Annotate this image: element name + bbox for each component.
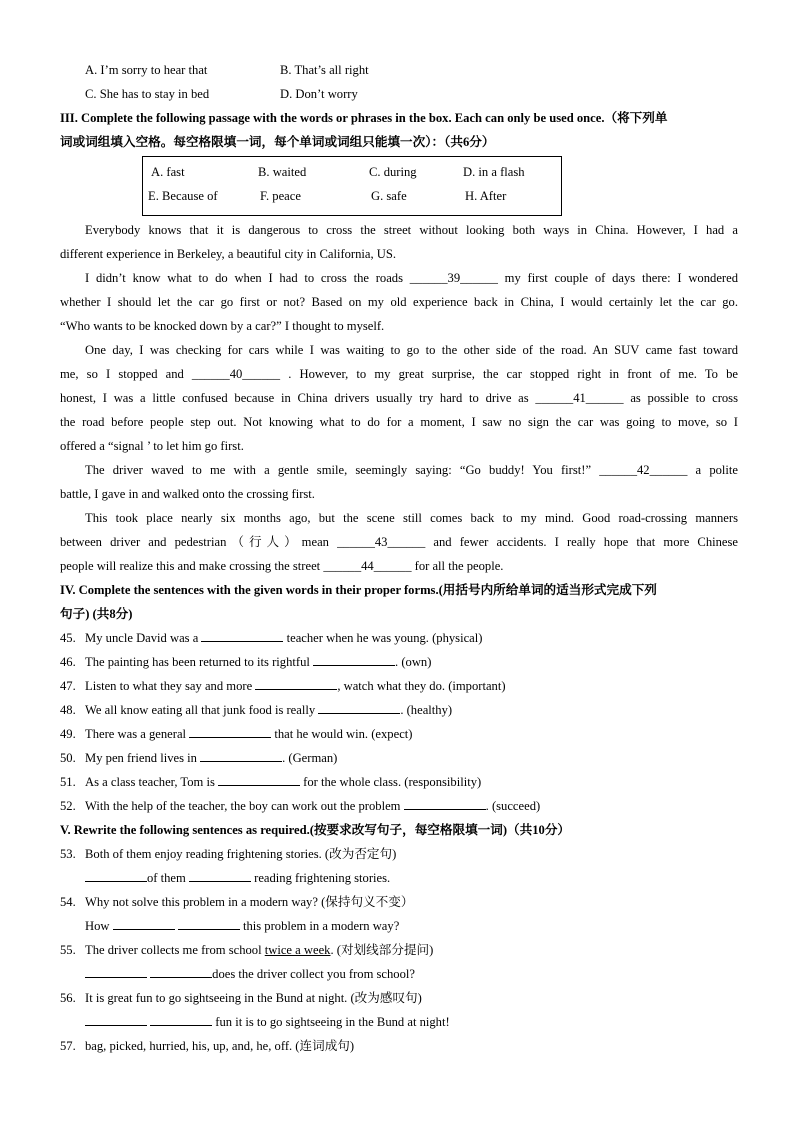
question-number: 45. — [60, 631, 76, 645]
question-50 — [60, 746, 738, 770]
question-number: 54. — [60, 895, 76, 909]
question-48 — [60, 698, 738, 722]
question-text: . (对划线部分提问) — [330, 943, 434, 957]
passage-line: offered a “signal ’ to let him go first. — [60, 439, 244, 453]
section-4-heading-line1: IV. Complete the sentences with the given words in their proper forms.(用括号内所给单词的适当形式完成下列 — [60, 583, 657, 597]
passage-line: One day, I was checking for cars while I was waiting to go to the other side of the road. An SUV came fast toward — [85, 343, 738, 357]
word-box-item: D. in a flash — [463, 165, 525, 179]
answer-blank[interactable] — [313, 651, 395, 666]
question-number: 55. — [60, 943, 76, 957]
question-number: 49. — [60, 727, 76, 741]
answer-line-53 — [60, 866, 738, 890]
question-text: . (succeed) — [485, 799, 541, 813]
question-text: Listen to what they say and more — [85, 679, 256, 693]
passage-line: The driver waved to me with a gentle smile, seemingly saying: “Go buddy! You first!” ______42______ a polite — [85, 463, 738, 477]
question-text: that he would win. (expect) — [271, 727, 413, 741]
answer-blank[interactable] — [85, 1011, 147, 1026]
underlined-phrase: twice a week — [264, 943, 331, 957]
answer-text: does the driver collect you from school? — [212, 967, 415, 981]
question-text: As a class teacher, Tom is — [85, 775, 219, 789]
question-54 — [60, 890, 738, 914]
question-text: There was a general — [85, 727, 190, 741]
question-text: . (healthy) — [400, 703, 453, 717]
word-box-item: E. Because of — [148, 189, 218, 203]
question-45 — [60, 626, 738, 650]
passage-line: different experience in Berkeley, a beautiful city in California, US. — [60, 247, 397, 261]
section-4-heading-line2: 句子) (共8分) — [60, 607, 133, 621]
answer-blank[interactable] — [200, 747, 282, 762]
answer-blank[interactable] — [85, 963, 147, 978]
question-text: My uncle David was a — [85, 631, 202, 645]
options-row-2 — [60, 82, 738, 106]
answer-line-54 — [60, 914, 738, 938]
question-number: 53. — [60, 847, 76, 861]
answer-blank[interactable] — [150, 1011, 212, 1026]
answer-blank[interactable] — [218, 771, 300, 786]
question-text: teacher when he was young. (physical) — [283, 631, 483, 645]
question-number: 52. — [60, 799, 76, 813]
option-c: C. She has to stay in bed — [85, 87, 210, 101]
question-text: Why not solve this problem in a modern way? (保持句义不变） — [85, 895, 414, 909]
passage-line: between driver and pedestrian（行人）mean ______43______ and fewer accidents. I really hope that more Chinese — [60, 535, 738, 549]
answer-blank[interactable] — [404, 795, 486, 810]
word-box-item: H. After — [465, 189, 507, 203]
option-d: D. Don’t worry — [280, 87, 358, 101]
question-text: , watch what they do. (important) — [337, 679, 506, 693]
options-row-1 — [60, 58, 738, 82]
question-53 — [60, 842, 738, 866]
answer-blank[interactable] — [318, 699, 400, 714]
section-5-heading: V. Rewrite the following sentences as required.(按要求改写句子，每空格限填一词)（共10分） — [60, 823, 571, 837]
question-text: It is great fun to go sightseeing in the Bund at night. (改为感叹句) — [85, 991, 422, 1005]
section-3-heading-line2: 词或词组填入空格。每空格限填一词，每个单词或词组只能填一次）：（共6分） — [60, 135, 495, 149]
passage-line: I didn’t know what to do when I had to cross the roads ______39______ my first couple of days there: I wondered — [85, 271, 738, 285]
passage-line: whether I should let the car go first or not? Based on my old experience back in China, I would certainly let the car go. — [60, 295, 738, 309]
question-text: . (own) — [395, 655, 432, 669]
question-text: . (German) — [282, 751, 338, 765]
answer-text: this problem in a modern way? — [239, 919, 400, 933]
question-number: 57. — [60, 1039, 76, 1053]
question-52 — [60, 794, 738, 818]
answer-text: How — [85, 919, 113, 933]
answer-line-56 — [60, 1010, 738, 1034]
answer-blank[interactable] — [178, 915, 240, 930]
question-text: The driver collects me from school — [85, 943, 265, 957]
passage-line: people will realize this and make crossing the street ______44______ for all the people. — [60, 559, 504, 573]
question-number: 56. — [60, 991, 76, 1005]
question-number: 46. — [60, 655, 76, 669]
answer-line-55 — [60, 962, 738, 986]
question-56 — [60, 986, 738, 1010]
question-number: 48. — [60, 703, 76, 717]
question-text: bag, picked, hurried, his, up, and, he, off. (连词成句) — [85, 1039, 355, 1053]
option-a: A. I’m sorry to hear that — [85, 63, 208, 77]
option-b: B. That’s all right — [280, 63, 369, 77]
question-text: With the help of the teacher, the boy can work out the problem — [85, 799, 404, 813]
question-46 — [60, 650, 738, 674]
passage-line: battle, I gave in and walked onto the crossing first. — [60, 487, 315, 501]
answer-blank[interactable] — [189, 867, 251, 882]
question-47 — [60, 674, 738, 698]
section-3-heading-line1: III. Complete the following passage with the words or phrases in the box. Each can only be used once.（将下列单 — [60, 111, 668, 125]
answer-blank[interactable] — [255, 675, 337, 690]
question-57 — [60, 1034, 738, 1058]
question-51 — [60, 770, 738, 794]
word-box — [142, 156, 562, 216]
question-49 — [60, 722, 738, 746]
question-number: 51. — [60, 775, 76, 789]
passage-line: me, so I stopped and ______40______ . However, to my great surprise, the car stopped right in front of me. To be — [60, 367, 738, 381]
word-box-item: C. during — [369, 165, 417, 179]
word-box-item: B. waited — [258, 165, 307, 179]
answer-text: fun it is to go sightseeing in the Bund at night! — [212, 1015, 450, 1029]
question-text: for the whole class. (responsibility) — [300, 775, 482, 789]
question-text: The painting has been returned to its rightful — [85, 655, 314, 669]
word-box-item: G. safe — [371, 189, 407, 203]
question-text: We all know eating all that junk food is really — [85, 703, 319, 717]
answer-blank[interactable] — [201, 627, 283, 642]
answer-blank[interactable] — [150, 963, 212, 978]
worksheet-page — [60, 58, 738, 1058]
word-box-item: A. fast — [151, 165, 185, 179]
question-number: 50. — [60, 751, 76, 765]
question-55 — [60, 938, 738, 962]
question-text: My pen friend lives in — [85, 751, 201, 765]
question-number: 47. — [60, 679, 76, 693]
answer-blank[interactable] — [113, 915, 175, 930]
passage-line: Everybody knows that it is dangerous to cross the street without looking both ways in China. However, I had a — [85, 223, 738, 237]
passage-line: This took place nearly six months ago, but the scene still comes back to my mind. Good road-crossing manners — [85, 511, 738, 525]
passage-line: the road before people step out. Not knowing what to do for a moment, I saw no sign the car was going to move, so I — [60, 415, 738, 429]
word-box-item: F. peace — [260, 189, 301, 203]
answer-blank[interactable] — [85, 867, 147, 882]
answer-blank[interactable] — [189, 723, 271, 738]
answer-text: of them — [147, 871, 186, 885]
passage-line: “Who wants to be knocked down by a car?” I thought to myself. — [60, 319, 385, 333]
question-text: Both of them enjoy reading frightening stories. (改为否定句) — [85, 847, 397, 861]
answer-text: reading frightening stories. — [250, 871, 391, 885]
passage-line: honest, I was a little confused because in China drivers usually try hard to drive as ______41______ as possible to cross — [60, 391, 738, 405]
